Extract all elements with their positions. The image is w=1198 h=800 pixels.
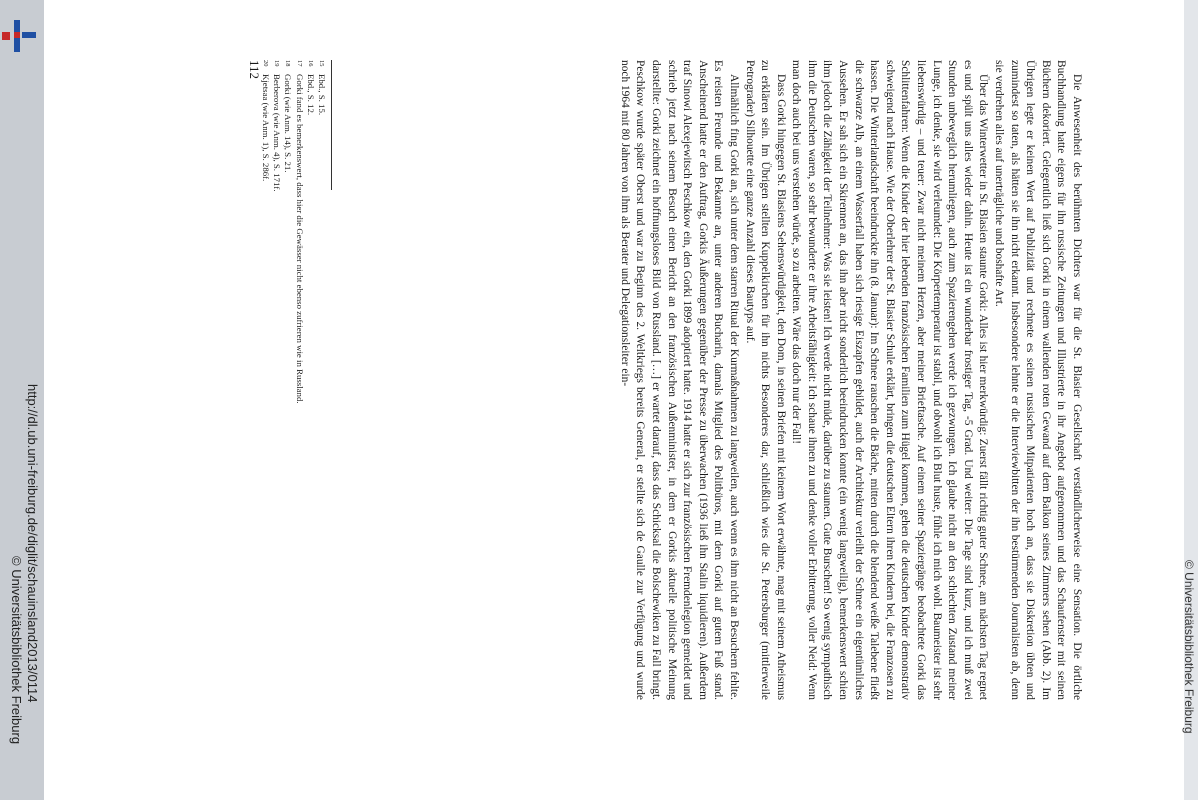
library-logo-icon	[2, 16, 38, 56]
footnote-text: Gorki (wie Anm. 14), S. 21.	[283, 74, 294, 173]
footnote	[316, 60, 327, 700]
footnote-number: 20	[261, 60, 269, 67]
page-number: 112	[247, 60, 262, 80]
paragraph-3: Dass Gorki hingegen St. Blasiens Sehenswürdigkeit, den Dom, in seinen Briefen mit keinem Wort erwähnte, mag mit seinem Atheismus zu erklären sein. Im Übrigen stellten Kuppelkirchen für ihn nichts Besonderes dar, schließlich wies die St. Petersburger (mittlerweile Petrograder) Silhouette eine ganze Anzahl dieses Bautyps auf.	[743, 60, 787, 700]
footnote	[282, 60, 293, 700]
body-text	[616, 60, 1084, 700]
footnote-number: 18	[284, 60, 292, 67]
footnote-number: 19	[273, 60, 281, 67]
footnote-text: Gorki fand es bemerkenswert, dass hier die Gewässer nicht ebenso zufrieren wie in Russland.	[294, 74, 305, 404]
paragraph-1: Die Anwesenheit des berühmten Dichters war für die St. Blasier Gesellschaft verständlicherweise eine Sensation. Die örtliche Buchhandlung hatte eigens für ihn russische Zeitungen und Illustrierte in ihr Angebot aufgenommen und das Schaufenster mit seinen Büchern dekoriert. Gelegentlich ließ sich Gorki in einem wallenden roten Gewand auf dem Balkon seines Zimmers sehen (Abb. 2). Im Übrigen legte er keinen Wert auf Publizität und rechnete es seinen russischen Mitpatienten hoch an, dass sie Diskretion übten und zumindest so taten, als hätten sie ihn nicht erkannt. Insbesondere lehnte er die Interviewbitten der ihn bestürmenden Journalisten ab, denn sie verdrehen alles auf unerträgliche und boshafte Art.	[993, 60, 1083, 700]
paragraph-4: Allmählich fing Gorki an, sich unter dem starren Ritual der Kurmaßnahmen zu langweilen, auch wenn es ihm nicht an Besuchern fehlte. Es reisten Freunde und Bekannte an, unter anderen Bucharin, damals Mitglied des Politbüros, mit dem Gorki auf gutem Fuß stand. Anscheinend hatte er den Auftrag, Gorkis Äußerungen gegenüber der Presse zu überwachen (1936 ließ ihn Stalin liquidieren). Außerdem traf Sinowi Alexejewitsch Peschkow ein, den Gorki 1899 adoptiert hatte. 1914 hatte er sich zur französischen Fremdenlegion gemeldet und schrieb jetzt nach seinem Besuch einen Bericht an den französischen Außenminister, in dem er Gorkis aktuelle politische Meinung darstellte: Gorki zeichnet ein hoffnungsloses Bild von Russland. […] er wartet darauf, dass das Schicksal die Bolschewiken zu Fall bringt. Peschkow wurde später Oberst und war zu Beginn des 2. Weltkriegs bereits General, er stellte sich de Gaulle zur Verfügung und wurde noch 1964 mit 80 Jahren von ihm als Berater und Delegationsleiter ein-	[618, 60, 740, 700]
copyright-left: © Universitätsbibliothek Freiburg	[9, 556, 24, 745]
footnote-number: 17	[295, 60, 303, 67]
footnote	[271, 60, 282, 700]
footnote-divider	[331, 60, 332, 190]
footnote-number: 16	[306, 60, 314, 67]
document-url[interactable]: http://dl.ub.uni-freiburg.de/diglit/schauinsland2013/0114	[25, 384, 40, 703]
footnote-text: Kjetsaa (wie Anm. 1), S. 286f.	[260, 74, 271, 182]
footnotes	[260, 60, 327, 700]
footnote-text: Berberova (wie Anm. 4), S. 171f.	[272, 74, 283, 192]
footnote	[305, 60, 316, 700]
footnote	[260, 60, 271, 700]
footnote-text: Ebd., S. 12.	[305, 74, 316, 116]
scanned-page	[234, 60, 1084, 700]
footnote-text: Ebd., S. 15.	[317, 74, 327, 116]
copyright-right: © Universitätsbibliothek Freiburg	[1182, 560, 1196, 734]
footnote-number: 15	[318, 60, 325, 67]
footnote	[293, 60, 304, 700]
paragraph-2: Über das Winterwetter in St. Blasien staunte Gorki: Alles ist hier merkwürdig: Zuerst fällt richtig guter Schnee, am nächsten Tag regnet es und spült uns alles wieder dahin. Heute ist ein wunderbar frostiger Tag, -5 Grad. Und weiter: Die Tage sind kurz, und ich muß zwei Stunden unbeweglich herumliegen, auch zum Spazierengehen werde ich gezwungen. Ich glaube nicht an den schlechten Zustand meiner Lunge, ich denke, sie wird verleumdet: Die Körpertemperatur ist stabil, und obwohl ich Blut huste, fühle ich mich wohl. Baumeister ist sehr liebenswürdig – und teuer: Zwar nicht meinem Herzen, aber meiner Brieftasche. Auf einem seiner Spaziergänge beobachtete Gorki das Schlittenfahren: Wenn die Kinder der hier lebenden französischen Familien zum Hügel kommen, gehen die deutschen Kinder demonstrativ schweigend nach Hause. Wie der Oberlehrer der St. Blasier Schule erklärt, bringen die deutschen Eltern ihren Kindern bei, die Franzosen zu hassen. Die Winterlandschaft beeindruckte ihn (8. Januar): Im Schnee rauschen die Bäche, mitten durch die blendend weiße Talebene fließt die schwarze Alb, an einem Wasserfall haben sich riesige Eiszapfen gebildet, auch der Architektur verleiht der Schnee ein eigentümliches Aussehen. Er sah sich ein Skirennen an, das ihn aber nicht sonderlich beeindrucken konnte (ein wenig langweilig), bemerkenswert schien ihm jedoch die Zähigkeit der Teilnehmer: Was sie leisten! Ich werde nicht müde, darüber zu staunen. Gute Burschen! So wenig sympathisch ihm die Deutschen waren, so sehr bewunderte er ihre Arbeitsfähigkeit: Ich schaue ihnen zu und denke voller Erbitterung, voller Neid: Wenn man doch auch bei uns verstehen würde, so zu arbeiten. Wäre das doch nur der Fall!	[790, 60, 990, 700]
